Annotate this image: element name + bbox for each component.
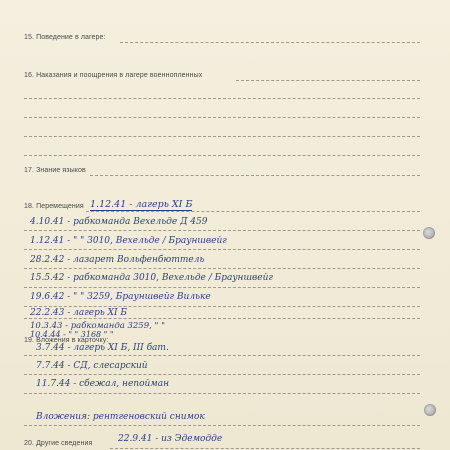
answer-line <box>110 448 420 449</box>
field-label-punishments: 16. Наказания и поощрения в лагере военнопленных <box>24 72 203 79</box>
handwritten-entry: 22.9.41 - из Эдемодде <box>118 434 223 444</box>
answer-line <box>24 155 420 156</box>
punch-hole <box>423 227 435 239</box>
answer-line <box>24 425 420 426</box>
handwritten-entry: 4.10.41 - рабкоманда Вехельде Д 459 <box>30 217 208 227</box>
answer-line <box>24 249 420 250</box>
handwritten-entry: Вложения: рентгеновский снимок <box>36 412 205 422</box>
handwritten-entry: 22.2.43 - лагерь XI Б <box>30 308 128 318</box>
handwritten-entry: 19.6.42 - " " 3259, Брауншвейг Вильке <box>30 292 211 302</box>
handwritten-entry: 10.4.44 - " " 3168 " " <box>30 330 114 339</box>
field-label-languages: 17. Знание языков <box>24 167 86 174</box>
handwritten-entry: 10.3.43 - рабкоманда 3259, " " <box>30 321 166 331</box>
handwritten-entry: 1.12.41 - лагерь XI Б <box>90 199 193 210</box>
handwritten-entry: 15.5.42 - рабкоманда 3010, Вехельде / Брауншвейг <box>30 273 273 283</box>
answer-line <box>24 98 420 99</box>
answer-line <box>120 42 420 43</box>
answer-line <box>24 230 420 231</box>
answer-line <box>24 117 420 118</box>
answer-line <box>24 393 420 394</box>
handwritten-entry: 7.7.44 - СД, слесарский <box>36 361 148 371</box>
punch-hole <box>424 404 436 416</box>
field-label-attachments: 19. Вложения в карточку: <box>24 337 109 344</box>
answer-line <box>24 318 420 319</box>
answer-line <box>86 211 420 212</box>
answer-line <box>90 175 420 176</box>
field-label-behavior: 15. Поведение в лагере: <box>24 34 106 41</box>
handwritten-entry: 3.7.44 - лагерь XI Б, III бат. <box>36 343 169 353</box>
handwritten-entry: 28.2.42 - лазарет Вольфенбюттель <box>30 255 205 265</box>
answer-line <box>24 287 420 288</box>
answer-line <box>24 136 420 137</box>
answer-line <box>24 268 420 269</box>
field-label-transfers: 18. Перемещения <box>24 203 84 210</box>
answer-line <box>236 80 420 81</box>
handwritten-entry: 11.7.44 - сбежал, непойман <box>36 379 170 389</box>
answer-line <box>24 306 420 307</box>
field-label-other-info: 20. Другие сведения <box>24 440 93 447</box>
answer-line <box>24 374 420 375</box>
handwritten-entry: 1.12.41 - " " 3010, Вехельде / Брауншвейг <box>30 236 227 246</box>
answer-line <box>24 355 420 356</box>
